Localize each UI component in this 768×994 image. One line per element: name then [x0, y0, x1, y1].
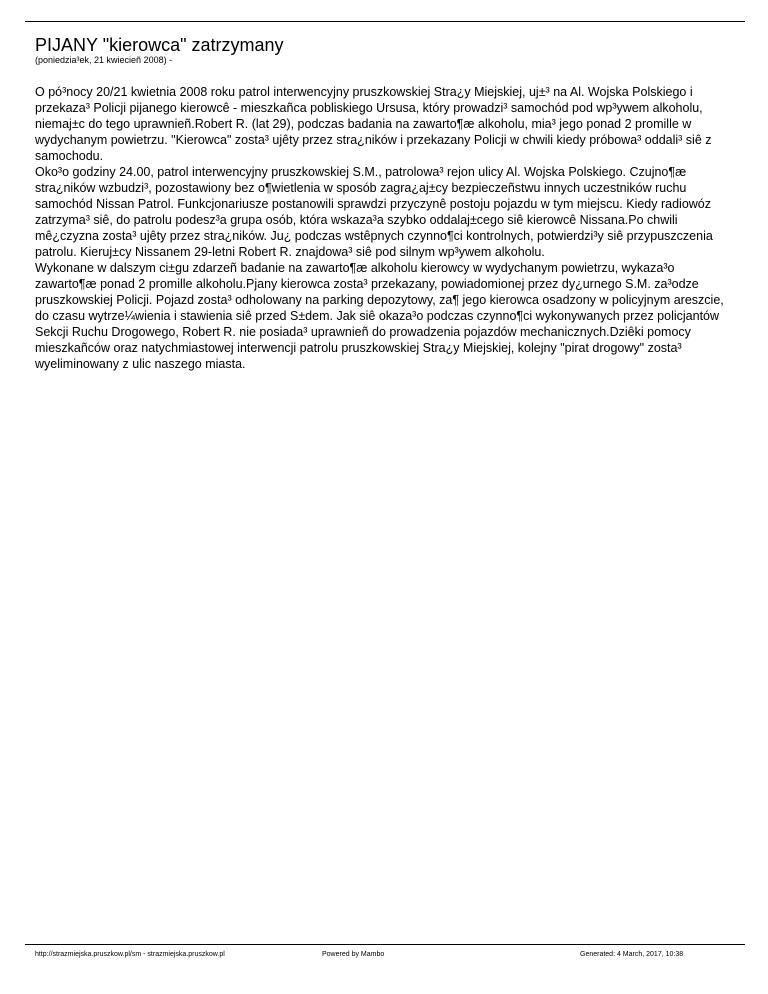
- footer-divider: [25, 944, 745, 945]
- header-divider: [25, 21, 745, 22]
- article-date: (poniedzia³ek, 21 kwiecieñ 2008) -: [35, 55, 173, 65]
- footer-generated-date: Generated: 4 March, 2017, 10:38: [580, 951, 684, 958]
- footer-source-url: http://strazmiejska.pruszkow.pl/sm - strazmiejska.pruszkow.pl: [35, 951, 225, 958]
- article-text: O pó³nocy 20/21 kwietnia 2008 roku patrol interwencyjny pruszkowskiej Stra¿y Miejskiej, uj±³ na Al. Wojska Polskiego i przekaza³ Policji pijanego kierowcê - mieszkañca pobliskiego Ursusa, który prowadzi³ samochód pod wp³ywem alkoholu, niemaj±c do tego uprawnieñ.Robert R. (lat 29), podczas badania na zawarto¶æ alkoholu, mia³ jego ponad 2 promille w wydychanym powietrzu. "Kierowca" zosta³ ujêty przez stra¿ników i przekazany Policji w chwili kiedy próbowa³ oddali³ siê z samochodu. Oko³o godziny 24.00, patrol interwencyjny pruszkowskiej S.M., patrolowa³ rejon ulicy Al. Wojska Polskiego. Czujno¶æ stra¿ników wzbudzi³, pozostawiony bez o¶wietlenia w sposób zagra¿aj±cy bezpieczeñstwu innych uczestników ruchu samochód Nissan Patrol. Funkcjonariusze postanowili sprawdzi przyczynê postoju pojazdu w tym miejscu. Kiedy radiowóz zatrzyma³ siê, do patrolu podesz³a grupa osób, która wskaza³a szybko oddalaj±cego siê kierowcê Nissana.Po chwili mê¿czyzna zosta³ ujêty przez stra¿ników. Ju¿ podczas wstêpnych czynno¶ci kontrolnych, potwierdzi³y siê przypuszczenia patrolu. Kieruj±cy Nissanem 29-letni Robert R. znajdowa³ siê pod silnym wp³ywem alkoholu. Wykonane w dalszym ci±gu zdarzeñ badanie na zawarto¶æ alkoholu kierowcy w wydychanym powietrzu, wykaza³o zawarto¶æ ponad 2 promille alkoholu.Pjany kierowca zosta³ przekazany, powiadomionej przez dy¿urnego S.M. za³odze pruszkowskiej Policji. Pojazd zosta³ odholowany na parking depozytowy, za¶ jego kierowca osadzony w policyjnym areszcie, do czasu wytrze¼wienia i stawienia siê przed S±dem. Jak siê okaza³o podczas czynno¶ci wykonywanych przez policjantów Sekcji Ruchu Drogowego, Robert R. nie posiada³ uprawnieñ do prowadzenia pojazdów mechanicznych.Dziêki pomocy mieszkañców oraz natychmiastowej interwencji patrolu pruszkowskiej Stra¿y Miejskiej, kolejny "pirat drogowy" zosta³ wyeliminowany z ulic naszego miasta.: [35, 85, 724, 371]
- article-body: [35, 84, 735, 372]
- footer-powered-by: Powered by Mambo: [322, 951, 385, 958]
- page-title: PIJANY "kierowca" zatrzymany: [35, 35, 284, 55]
